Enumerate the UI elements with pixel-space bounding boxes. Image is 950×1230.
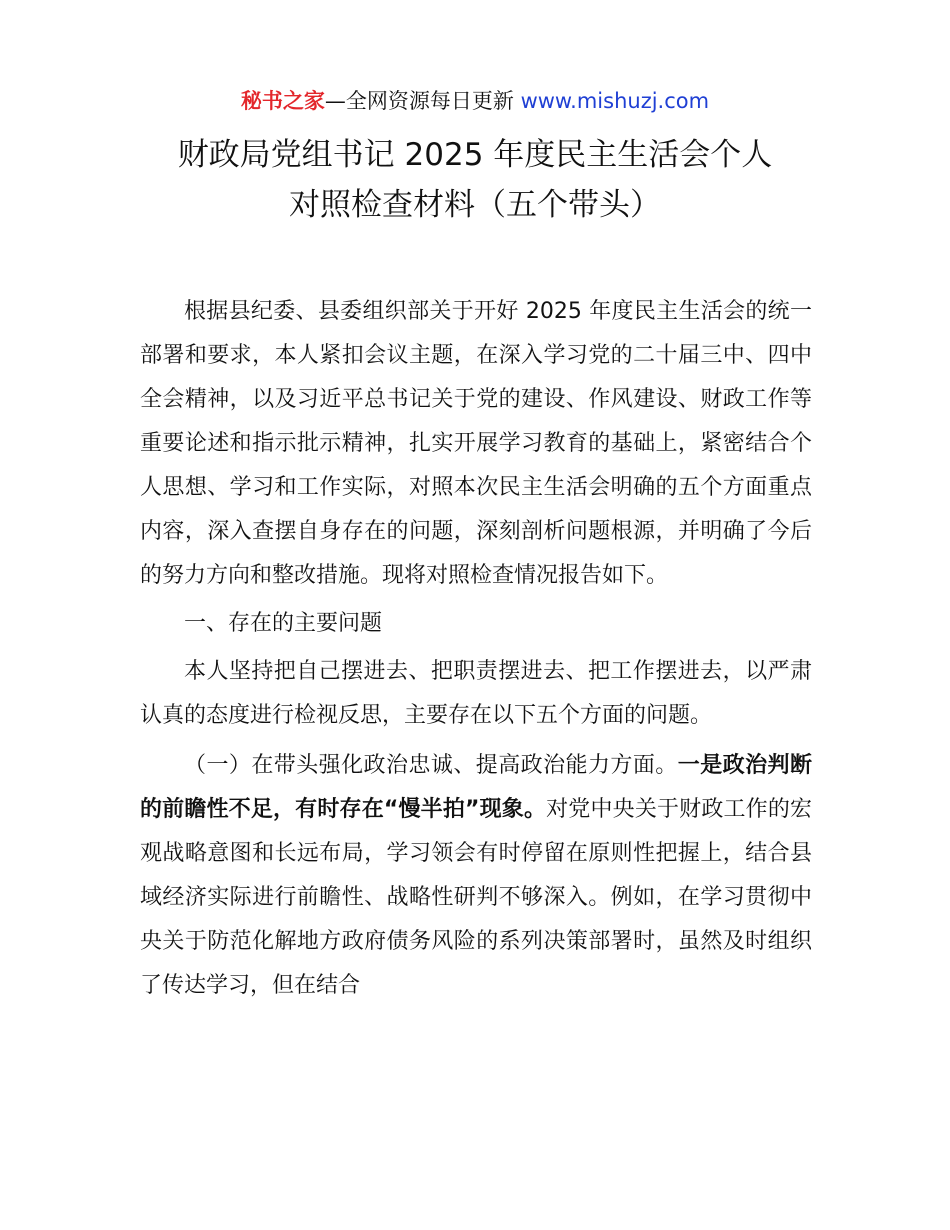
- header-tagline: —全网资源每日更新: [324, 89, 521, 113]
- document-title: [60, 130, 890, 230]
- item-1-bold-point: 一是政治判断的前瞻性不足，有时存在“慢半拍”现象。: [140, 753, 812, 822]
- document-body: [140, 290, 812, 1008]
- site-url-link[interactable]: www.mishuzj.com: [520, 89, 710, 113]
- section-1-heading: 一、存在的主要问题: [184, 611, 383, 636]
- site-header: [0, 86, 950, 116]
- title-line-2: 对照检查材料（五个带头）: [289, 187, 661, 223]
- item-1-lead: （一）在带头强化政治忠诚、提高政治能力方面。: [184, 753, 678, 778]
- brand-name: 秘书之家: [240, 89, 325, 113]
- intro-paragraph: 根据县纪委、县委组织部关于开好 2025 年度民主生活会的统一部署和要求，本人紧扣会议主题，在深入学习党的二十届三中、四中全会精神，以及习近平总书记关于党的建设、作风建设、财政工作等重要论述和指示批示精神，扎实开展学习教育的基础上，紧密结合个人思想、学习和工作实际，对照本次民主生活会明确的五个方面重点内容，深入查摆自身存在的问题，深刻剖析问题根源，并明确了今后的努力方向和整改措施。现将对照检查情况报告如下。: [140, 299, 812, 588]
- item-1-paragraph: [140, 744, 812, 1008]
- section-1-intro-paragraph: 本人坚持把自己摆进去、把职责摆进去、把工作摆进去，以严肃认真的态度进行检视反思，主要存在以下五个方面的问题。: [140, 659, 812, 728]
- item-1-body: 对党中央关于财政工作的宏观战略意图和长远布局，学习领会有时停留在原则性把握上，结合县域经济实际进行前瞻性、战略性研判不够深入。例如，在学习贯彻中央关于防范化解地方政府债务风险的系列决策部署时，虽然及时组织了传达学习，但在结合: [140, 797, 812, 998]
- title-line-1: 财政局党组书记 2025 年度民主生活会个人: [177, 137, 773, 173]
